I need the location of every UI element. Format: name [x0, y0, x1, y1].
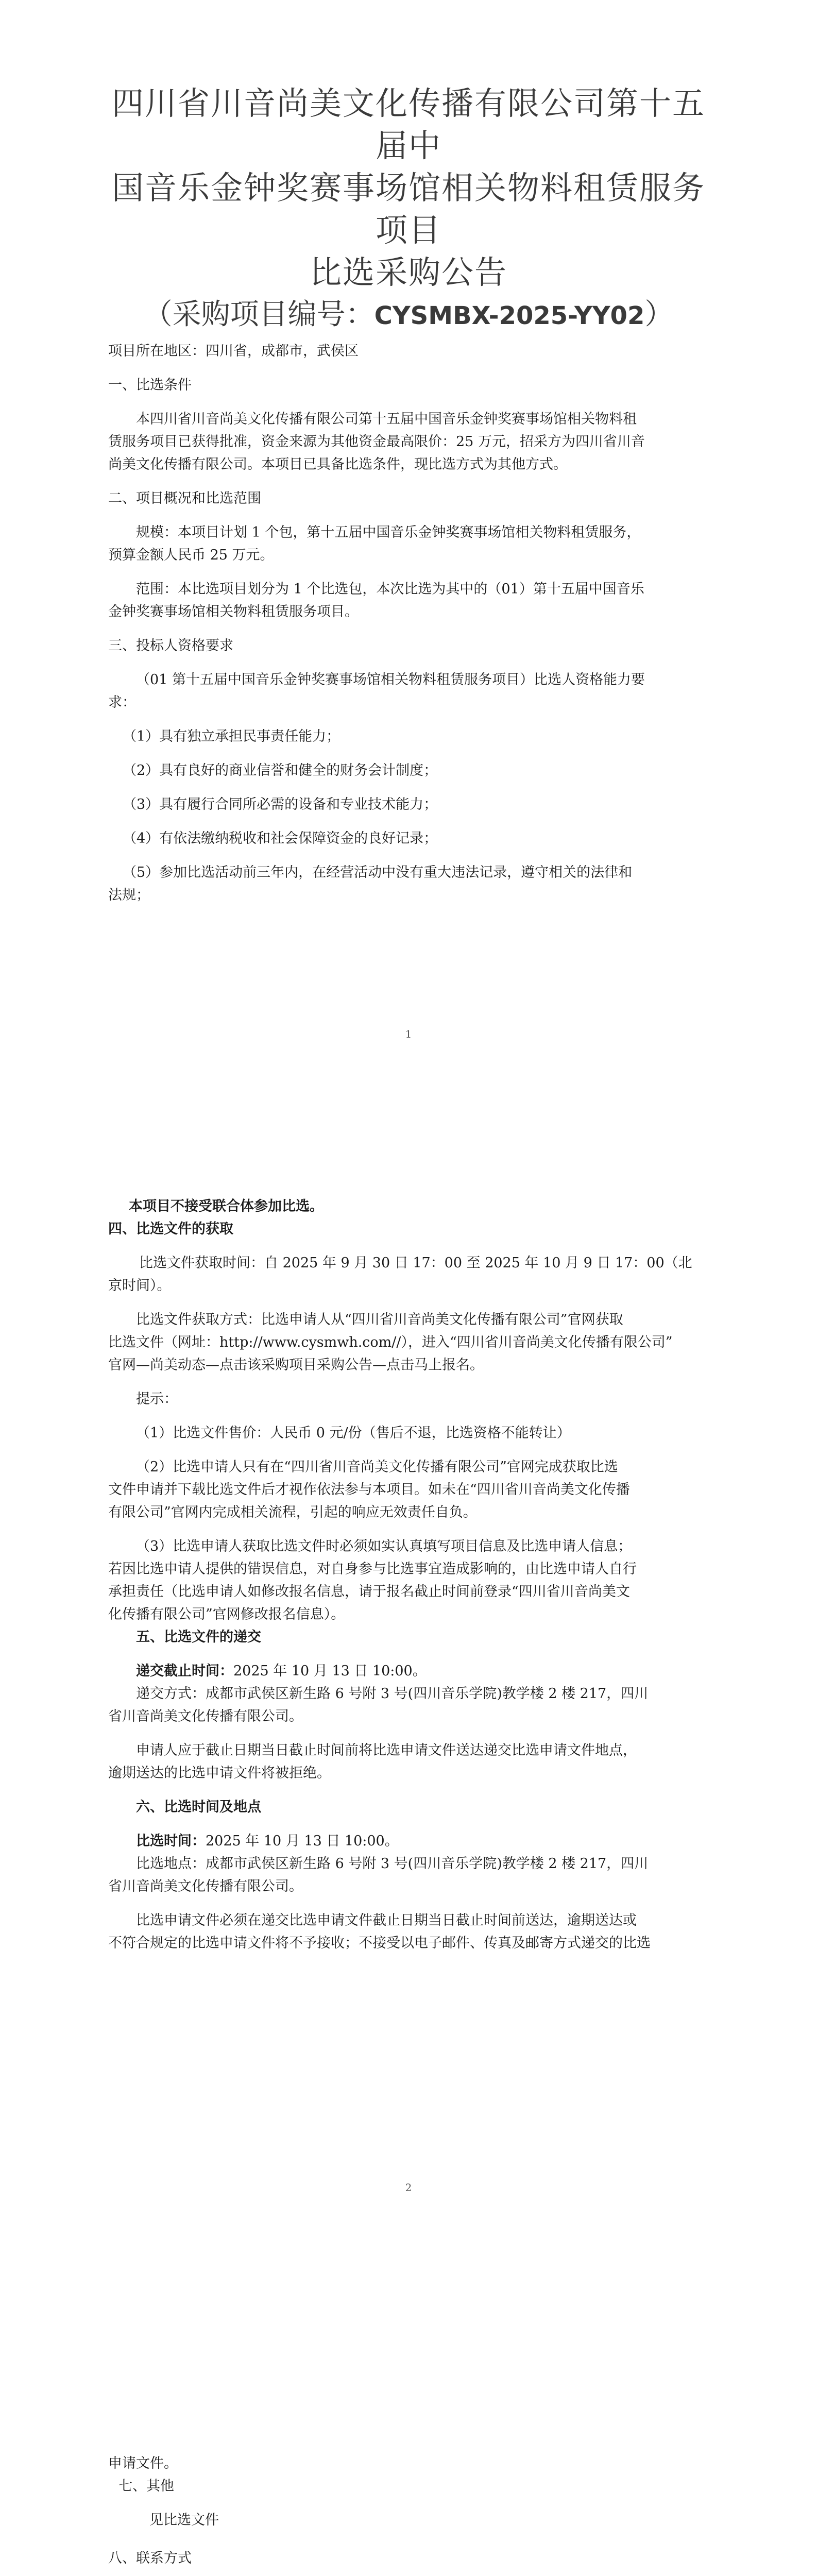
requirement-3: （3）具有履行合同所必需的设备和专业技术能力；: [123, 796, 438, 812]
project-code: CYSMBX-2025-YY02: [374, 301, 645, 330]
section-8-title: 八、联系方式: [108, 2550, 192, 2566]
title-line-3: 比选采购公告: [309, 253, 507, 291]
tip-2-line-3: 有限公司”官网内完成相关流程，引起的响应无效责任自负。: [108, 1504, 477, 1520]
tip-3-line-1: （3）比选申请人获取比选文件时必须如实认真填写项目信息及比选申请人信息；: [136, 1538, 632, 1554]
submit-place-line-2: 省川音尚美文化传播有限公司。: [108, 1708, 303, 1724]
requirement-5-line-1: （5）参加比选活动前三年内，在经营活动中没有重大违法记录，遵守相关的法律和: [123, 865, 633, 880]
code-prefix: （采购项目编号：: [143, 298, 375, 331]
tip-3-line-2: 若因比选申请人提供的错误信息，对自身参与比选事宜造成影响的，由比选申请人自行: [108, 1561, 637, 1577]
obtain-time-line-2: 京时间）。: [108, 1278, 171, 1294]
requirement-5-line-2: 法规；: [108, 887, 150, 903]
section-5-title: 五、比选文件的递交: [136, 1629, 261, 1645]
tip-2-line-1: （2）比选申请人只有在“四川省川音尚美文化传播有限公司”官网完成获取比选: [136, 1459, 618, 1475]
submit-deadline-value: 2025 年 10 月 13 日 10:00。: [233, 1663, 427, 1679]
section-6-note-line-1: 比选申请文件必须在递交比选申请文件截止日期当日截止时间前送达，逾期送达或: [136, 1912, 637, 1928]
tip-3-line-4: 化传播有限公司”官网修改报名信息）。: [108, 1606, 345, 1622]
section-6-title: 六、比选时间及地点: [136, 1799, 261, 1815]
tips-label: 提示：: [136, 1391, 178, 1407]
page-3-body: [108, 2452, 706, 2576]
requirement-1: （1）具有独立承担民事责任能力；: [123, 728, 341, 744]
obtain-method-line-2: 比选文件（网址：http://www.cysmwh.com//），进入“四川省川音尚美文化传播有限公司”: [108, 1334, 673, 1350]
obtain-method-line-1: 比选文件获取方式：比选申请人从“四川省川音尚美文化传播有限公司”官网获取: [136, 1312, 623, 1328]
continued-text: 申请文件。: [108, 2455, 178, 2471]
section-2-scope-line-2: 金钟奖赛事场馆相关物料租赁服务项目。: [108, 604, 359, 620]
project-location: 项目所在地区：四川省，成都市，武侯区: [108, 343, 359, 359]
title-line-2: 国音乐金钟奖赛事场馆相关物料租赁服务项目: [111, 169, 705, 249]
title-line-1: 四川省川音尚美文化传播有限公司第十五届中: [111, 84, 705, 164]
section-1-line-2: 赁服务项目已获得批准，资金来源为其他资金最高限价：25 万元，招采方为四川省川音: [108, 434, 645, 450]
obtain-time-line-1: 比选文件获取时间：自 2025 年 9 月 30 日 17：00 至 2025 年 10 月 9 日 17：00（北: [139, 1255, 692, 1271]
section-1-line-1: 本四川省川音尚美文化传播有限公司第十五届中国音乐金钟奖赛事场馆相关物料租: [136, 411, 637, 427]
submit-note-line-2: 逾期送达的比选申请文件将被拒绝。: [108, 1765, 331, 1781]
section-1-line-3: 尚美文化传播有限公司。本项目已具备比选条件，现比选方式为其他方式。: [108, 456, 567, 472]
page-1: [0, 0, 817, 1156]
section-3-intro-line-1: （01 第十五届中国音乐金钟奖赛事场馆相关物料租赁服务项目）比选人资格能力要: [136, 672, 645, 688]
tip-2-line-2: 文件申请并下载比选文件后才视作依法参与本项目。如未在“四川省川音尚美文化传播: [108, 1482, 630, 1498]
project-code-line: [103, 294, 714, 337]
section-3-intro-line-2: 求：: [108, 694, 136, 710]
section-6-note-line-2: 不符合规定的比选申请文件将不予接收；不接受以电子邮件、传真及邮寄方式递交的比选: [108, 1935, 651, 1951]
requirement-4: （4）有依法缴纳税收和社会保障资金的良好记录；: [123, 831, 438, 846]
announcement-title: [103, 82, 714, 337]
section-4-title: 四、比选文件的获取: [108, 1221, 233, 1237]
submit-note-line-1: 申请人应于截止日期当日截止时间前将比选申请文件送达递交比选申请文件地点，: [136, 1742, 637, 1758]
section-2-scale-line-1: 规模：本项目计划 1 个包，第十五届中国音乐金钟奖赛事场馆相关物料租赁服务，: [136, 524, 641, 540]
submit-deadline: [108, 1660, 706, 1683]
section-2-scope-line-1: 范围：本比选项目划分为 1 个比选包，本次比选为其中的（01）第十五届中国音乐: [136, 581, 644, 597]
section-2-title: 二、项目概况和比选范围: [108, 490, 261, 506]
section-6-time-value: 2025 年 10 月 13 日 10:00。: [206, 1833, 399, 1849]
requirement-2: （2）具有良好的商业信誉和健全的财务会计制度；: [123, 762, 438, 778]
section-6-time-label: 比选时间：: [136, 1833, 206, 1849]
tip-1: （1）比选文件售价：人民币 0 元/份（售后不退，比选资格不能转让）: [136, 1425, 571, 1441]
page-2-body: [108, 1195, 706, 1955]
no-consortium-note: 本项目不接受联合体参加比选。: [129, 1198, 324, 1214]
section-2-scale-line-2: 预算金额人民币 25 万元。: [108, 547, 274, 563]
section-6-place-line-1: 比选地点：成都市武侯区新生路 6 号附 3 号(四川音乐学院)教学楼 2 楼 217，四川: [136, 1856, 649, 1872]
page-number-1: 1: [405, 1028, 412, 1040]
section-7-title: 七、其他: [118, 2478, 174, 2494]
submit-place-line-1: 递交方式：成都市武侯区新生路 6 号附 3 号(四川音乐学院)教学楼 2 楼 217，四川: [136, 1686, 649, 1702]
section-3-title: 三、投标人资格要求: [108, 638, 233, 654]
obtain-method-line-3: 官网—尚美动态—点击该采购项目采购公告—点击马上报名。: [108, 1357, 484, 1373]
section-6-place-line-2: 省川音尚美文化传播有限公司。: [108, 1878, 303, 1894]
page-number-2: 2: [405, 2181, 412, 2194]
section-7-body: 见比选文件: [149, 2512, 219, 2528]
tip-3-line-3: 承担责任（比选申请人如修改报名信息，请于报名截止时间前登录“四川省川音尚美文: [108, 1584, 630, 1600]
section-6-time: [108, 1830, 706, 1853]
code-suffix: ）: [644, 298, 674, 331]
section-1-title: 一、比选条件: [108, 377, 192, 393]
page-1-body: [108, 340, 706, 907]
submit-deadline-label: 递交截止时间：: [136, 1663, 233, 1679]
